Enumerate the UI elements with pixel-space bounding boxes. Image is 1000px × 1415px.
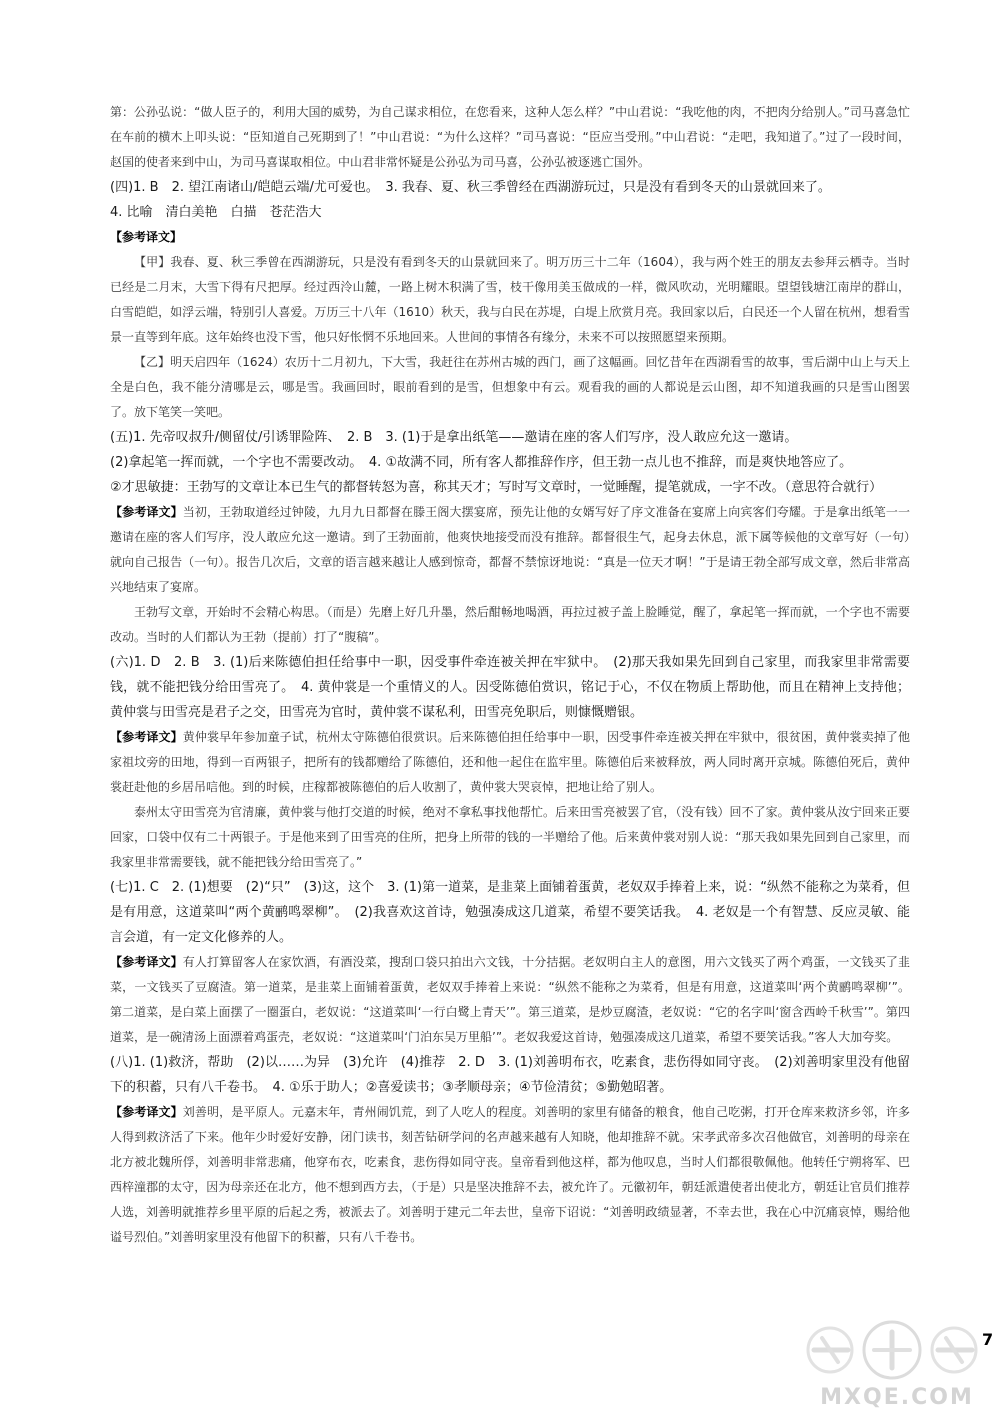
translation-heading: 【参考译文】 [110,230,183,244]
answer-paragraph [110,875,910,950]
answer-paragraph [110,425,910,450]
paragraph-text: 【乙】明天启四年（1624）农历十二月初九，下大雪，我赶往在苏州古城的西门，画了这幅画。回忆昔年在西湖看雪的故事，雪后湖中山上与天上全是白色，我不能分清哪是云，哪是雪。我画回时，眼前看到的是雪，但想象中有云。观看我的画的人都说是云山图，却不知道我画的只是雪山图罢了。放下笔笑一笑吧。 [110,355,910,419]
document-page [110,100,910,1250]
answer-paragraph [110,450,910,475]
paragraph-text: 当初，王勃取道经过钟陵，九月九日都督在滕王阁大摆宴席，预先让他的女婿写好了序文准备在宴席上向宾客们夸耀。于是拿出纸笔一一邀请在座的客人们写序，没人敢应允这一邀请。到了王勃面前，他爽快地接受而没有推辞。都督很生气，起身去休息，派下属等候他的文章写好（一句）就向自己报告（一句）。报告几次后，文章的语言越来越让人感到惊奇，都督不禁惊讶地说：“真是一位天才啊！”于是请王勃全部写成文章，然后非常高兴地结束了宴席。 [110,505,910,594]
translation-heading: 【参考译文】 [110,955,183,969]
answer-key-content [110,100,910,1250]
paragraph-text: 黄仲裳早年参加童子试，杭州太守陈德伯很赏识。后来陈德伯担任给事中一职，因受事件牵连被关押在牢狱中，很贫困，黄仲裳卖掉了他家祖坟旁的田地，得到一百两银子，把所有的钱都赠给了陈德伯，还和他一起住在监牢里。陈德伯后来被释放，两人同时离开京城。陈德伯死后，黄仲裳赶赴他的乡居吊唁他。到的时候，庄稼都被陈德伯的后人收割了，黄仲裳大哭哀悼，把地让给了别人。 [110,730,910,794]
paragraph-text: ②才思敏捷：王勃写的文章让本已生气的都督转怒为喜，称其天才；写时写文章时，一觉睡醒，提笔就成，一字不改。（意思符合就行） [110,480,883,495]
paragraph-text: (八)1. (1)救济，帮助 (2)以……为异 (3)允许 (4)推荐 2. D 3. (1)刘善明布衣，吃素食，悲伤得如同守丧。 (2)刘善明家里没有他留下的积蓄，只有八千卷书。 4. ①乐于助人；②喜爱读书；③孝顺母亲；④节俭清贫；⑤勤勉昭著。 [110,1055,910,1095]
translation-paragraph [110,600,910,650]
translation-paragraph [110,250,910,350]
answer-paragraph [110,200,910,225]
page-number: 7 [982,1330,994,1349]
translation-paragraph [110,225,910,250]
translation-heading: 【参考译文】 [110,730,183,744]
paragraph-text: 王勃写文章，开始时不会精心构思。（而是）先磨上好几升墨，然后酣畅地喝酒，再拉过被子盖上脸睡觉，醒了，拿起笔一挥而就，一个字也不需要改动。当时的人们都认为王勃（提前）打了“腹稿”。 [110,605,910,644]
translation-paragraph [110,350,910,425]
paragraph-text: (2)拿起笔一挥而就，一个字也不需要改动。 4. ①故满不同，所有客人都推辞作序，但王勃一点儿也不推辞，而是爽快地答应了。 [110,455,853,470]
translation-paragraph [110,950,910,1050]
paragraph-text: (七)1. C 2. (1)想要 (2)“只” (3)这，这个 3. (1)第一道菜，是韭菜上面铺着蛋黄，老奴双手捧着上来，说：“纵然不能称之为菜肴，但是有用意，这道菜叫“两个黄鹂鸣翠柳”。 (2)我喜欢这首诗，勉强凑成这几道菜，希望不要笑话我。 4. 老奴是一个有智慧、反应灵敏、能言会道，有一定文化修养的人。 [110,880,910,945]
paragraph-text: 【甲】我春、夏、秋三季曾在西湖游玩，只是没有看到冬天的山景就回来了。明万历三十二年（1604），我与两个姓王的朋友去参拜云栖寺。当时已经是二月末，大雪下得有尺把厚。经过西泠山麓，一路上树木积满了雪，枝干像用美玉做成的一样，微风吹动，光明耀眼。望望钱塘江南岸的群山，白雪皑皑，如浮云端，特别引人喜爱。万历三十八年（1610）秋天，我与白民在苏堤，白堤上欣赏月亮。我回家以后，白民还一个人留在杭州，想看雪景一直等到年底。这年始终也没下雪，他只好怅惘不乐地回来。人世间的事情各有缘分，未来不可以按照愿望来预期。 [110,255,910,344]
paragraph-text: (四)1. B 2. 望江南诸山/皑皑云端/尤可爱也。 3. 我春、夏、秋三季曾经在西湖游玩过，只是没有看到冬天的山景就回来了。 [110,180,831,195]
answer-paragraph [110,175,910,200]
translation-paragraph [110,500,910,600]
watermark-url: MXQE.COM [820,1385,974,1410]
answer-paragraph [110,650,910,725]
translation-paragraph [110,100,910,175]
paragraph-text: (六)1. D 2. B 3. (1)后来陈德伯担任给事中一职，因受事件牵连被关押在牢狱中。 (2)那天我如果先回到自己家里，而我家里非常需要钱，就不能把钱分给田雪亮了。 4. 黄仲裳是一个重情义的人。因受陈德伯赏识，铭记于心，不仅在物质上帮助他，而且在精神上支持他；黄仲裳与田雪亮是君子之交，田雪亮为官时，黄仲裳不谋私利，田雪亮免职后，则慷慨赠银。 [110,655,910,720]
answer-paragraph [110,475,910,500]
translation-paragraph [110,1100,910,1250]
paragraph-text: 刘善明，是平原人。元嘉末年，青州闹饥荒，到了人吃人的程度。刘善明的家里有储备的粮食，他自己吃粥，打开仓库来救济乡邻，许多人得到救济活了下来。他年少时爱好安静，闭门读书，刻苦钻研学问的名声越来越有人知晓，他却推辞不就。宋孝武帝多次召他做官，刘善明的母亲在北方被北魏所俘，刘善明非常悲痛，他穿布衣，吃素食，悲伤得如同守丧。皇帝看到他这样，都为他叹息，当时人们都很敬佩他。他转任宁朔将军、巴西梓潼郡的太守，因为母亲还在北方，他不想到西方去，（于是）只是坚决推辞不去，被允许了。元徽初年，朝廷派遣使者出使北方，朝廷让官员们推荐人选，刘善明就推荐乡里平原的后起之秀，被派去了。刘善明于建元二年去世，皇帝下诏说：“刘善明政绩显著，不幸去世，我在心中沉痛哀悼，赐给他谥号烈伯。”刘善明家里没有他留下的积蓄，只有八千卷书。 [110,1105,910,1244]
paragraph-text: 泰州太守田雪亮为官清廉，黄仲裳与他打交道的时候，绝对不拿私事找他帮忙。后来田雪亮被罢了官，（没有钱）回不了家。黄仲裳从汝宁回来正要回家，口袋中仅有二十两银子。于是他来到了田雪亮的住所，把身上所带的钱的一半赠给了他。后来黄仲裳对别人说：“那天我如果先回到自己家里，而我家里非常需要钱，就不能把钱分给田雪亮了。” [110,805,910,869]
translation-heading: 【参考译文】 [110,1105,183,1119]
translation-paragraph [110,800,910,875]
translation-heading: 【参考译文】 [110,505,183,519]
paragraph-text: 4. 比喻 清白美艳 白描 苍茫浩大 [110,205,322,220]
answer-paragraph [110,1050,910,1100]
translation-paragraph [110,725,910,800]
paragraph-text: 有人打算留客人在家饮酒，有酒没菜，搜刮口袋只拍出六文钱，十分拮据。老奴明白主人的意图，用六文钱买了两个鸡蛋，一文钱买了韭菜，一文钱买了豆腐渣。第一道菜，是韭菜上面铺着蛋黄，老奴双手捧着上来说：“纵然不能称之为菜肴，但是有用意，这道菜叫‘两个黄鹂鸣翠柳’”。第二道菜，是白菜上面摆了一圈蛋白，老奴说：“这道菜叫‘一行白鹭上青天’”。第三道菜，是炒豆腐渣，老奴说：“它的名字叫‘窗含西岭千秋雪’”。第四道菜，是一碗清汤上面漂着鸡蛋壳，老奴说：“这道菜叫‘门泊东吴万里船’”。老奴我爱这首诗，勉强凑成这几道菜，希望不要笑话我。”客人大加夸奖。 [110,955,910,1044]
paragraph-text: 第：公孙弘说：“做人臣子的，利用大国的威势，为自己谋求相位，在您看来，这种人怎么样？”中山君说：“我吃他的肉，不把肉分给别人。”司马喜急忙在车前的横木上叩头说：“臣知道自己死期到了！”中山君说：“为什么这样？”司马喜说：“臣应当受刑。”中山君说：“走吧，我知道了。”过了一段时间，赵国的使者来到中山，为司马喜谋取相位。中山君非常怀疑是公孙弘为司马喜，公孙弘被逐逃亡国外。 [110,105,910,169]
paragraph-text: (五)1. 先帝叹叔升/侧留仗/引诱罪险阵、 2. B 3. (1)于是拿出纸笔——邀请在座的客人们写序，没人敢应允这一邀请。 [110,430,798,445]
